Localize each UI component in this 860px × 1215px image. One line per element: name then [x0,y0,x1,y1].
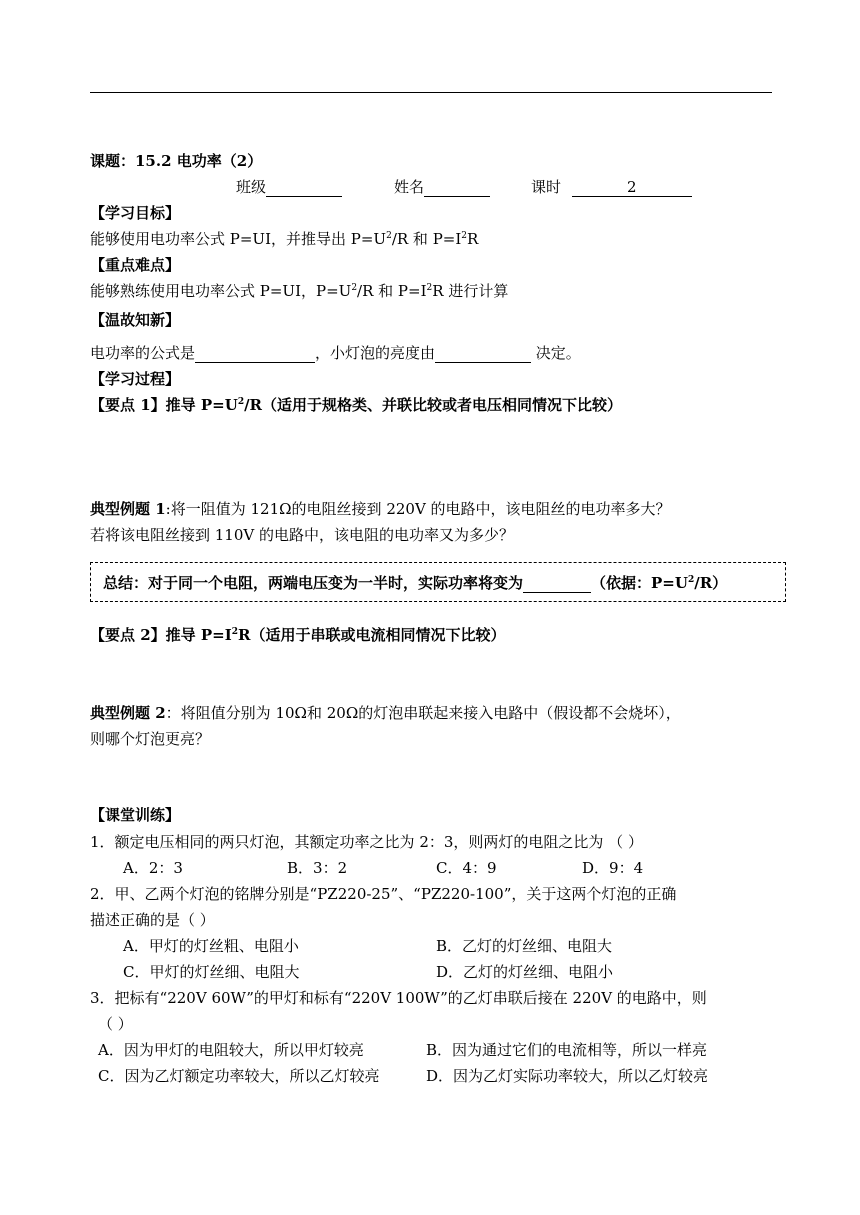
question-1: 1．额定电压相同的两只灯泡，其额定功率之比为 2：3，则两灯的电阻之比为 （ ） [90,833,643,851]
summary-text: 总结：对于同一个电阻，两端电压变为一半时，实际功率将变为 （依据：$P=U^2/R$） [103,574,728,592]
q3-option-d[interactable]: D．因为乙灯实际功率较大，所以乙灯较亮 [426,1067,709,1085]
question-2: 2．甲、乙两个灯泡的铭牌分别是“PZ220-25”、“PZ220-100”，关于这两个灯泡的正确 [90,885,677,903]
q1-option-a[interactable]: A．2：3 [123,859,183,877]
q2-option-a[interactable]: A．甲灯的灯丝粗、电阻小 [123,937,299,955]
question-2-line2: 描述正确的是（ ） [90,911,215,929]
objectives-heading: 【学习目标】 [90,204,181,222]
q3-option-c[interactable]: C．因为乙灯额定功率较大，所以乙灯较亮 [98,1067,380,1085]
keypoints-heading: 【重点难点】 [90,256,181,274]
lesson-title: 课题：15.2 电功率（2） [90,152,263,170]
example2-line2: 则哪个灯泡更亮？ [90,730,211,748]
keypoints-text: 能够熟练使用电功率公式 P=UI，$P=U^2/R$ 和 $P=I^2R$ 进行计算 [90,282,509,300]
formula-blank[interactable] [195,344,315,363]
class-blank[interactable] [266,178,342,197]
q1-option-d[interactable]: D．9：4 [582,859,644,877]
name-blank[interactable] [424,178,490,197]
name-field [394,176,490,197]
point1-heading: 【要点 1】推导 $P=U^2/R$（适用于规格类、并联比较或者电压相同情况下比较） [90,396,623,414]
period-value: 2 [627,178,637,196]
q2-option-c[interactable]: C．甲灯的灯丝细、电阻大 [123,963,300,981]
q1-option-c[interactable]: C．4：9 [436,859,497,877]
review-text: 电功率的公式是 ，小灯泡的亮度由 决定。 [90,344,581,362]
q2-option-b[interactable]: B．乙灯的灯丝细、电阻大 [436,937,613,955]
period-field [531,176,692,197]
objectives-text: 能够使用电功率公式 P=UI，并推导出 $P=U^2/R$ 和 $P=I^2R$ [90,230,479,248]
brightness-blank[interactable] [435,344,531,363]
class-label: 班级 [236,178,267,196]
header-rule [90,92,772,93]
q3-option-b[interactable]: B．因为通过它们的电流相等，所以一样亮 [426,1041,708,1059]
summary-blank[interactable] [523,574,591,593]
exercises-heading: 【课堂训练】 [90,806,181,824]
name-label: 姓名 [394,178,425,196]
class-field [236,176,342,197]
example2: 典型例题 2：将阻值分别为 10Ω和 20Ω的灯泡串联起来接入电路中（假设都不会烧坏）， [90,704,681,722]
question-3: 3．把标有“220V 60W”的甲灯和标有“220V 100W”的乙灯串联后接在 220V 的电路中，则 [90,989,707,1007]
q2-option-d[interactable]: D．乙灯的灯丝细、电阻小 [436,963,614,981]
example1: 典型例题 1:将一阻值为 121Ω的电阻丝接到 220V 的电路中，该电阻丝的电功率多大？ [90,500,671,518]
q3-option-a[interactable]: A．因为甲灯的电阻较大，所以甲灯较亮 [98,1041,364,1059]
period-blank[interactable] [572,178,692,197]
example1-line2: 若将该电阻丝接到 110V 的电路中，该电阻的电功率又为多少？ [90,526,515,544]
question-3-line2: （ ） [98,1015,133,1033]
point2-heading: 【要点 2】推导 $P=I^2R$（适用于串联或电流相同情况下比较） [90,626,506,644]
period-label: 课时 [531,178,562,196]
process-heading: 【学习过程】 [90,370,181,388]
review-heading: 【温故知新】 [90,311,181,329]
q1-option-b[interactable]: B．3：2 [287,859,348,877]
